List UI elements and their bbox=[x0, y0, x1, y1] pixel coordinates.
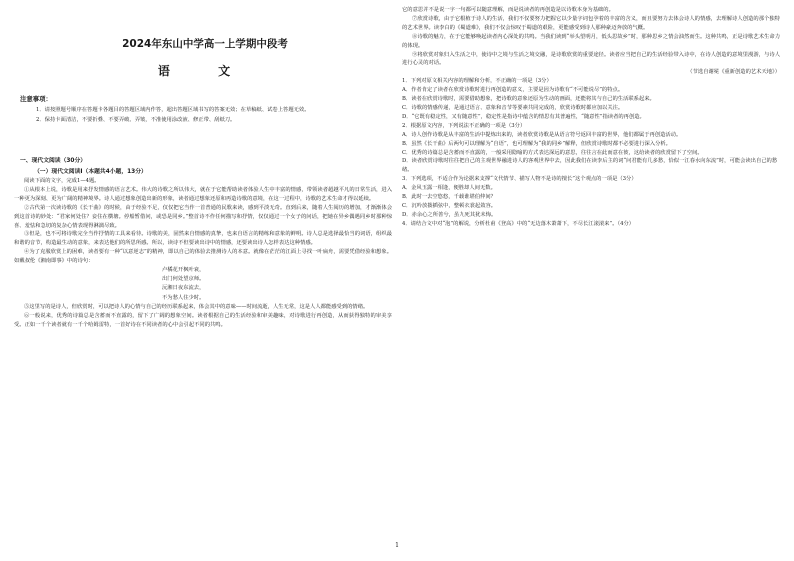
section-title: 一、现代文阅读（30分） bbox=[20, 158, 87, 164]
subject-title: 语 文 bbox=[157, 64, 253, 78]
poem-line: 沅湘日夜东流去， bbox=[162, 285, 205, 292]
passage-paragraph: ⑧诗歌的魅力，在于它能够唤起读者内心深处的共鸣。当我们读到“举头望明月，低头思故乡”时，那种思乡之情会油然而生。这种共鸣，正是诗歌艺术生命力的体现。 bbox=[402, 33, 780, 49]
question-option: B．虽然《长干曲》后两句可以理解为“自语”，也可理解为“我的同乡”解释，但欣赏诗歌时都不必要进行深入分析。 bbox=[402, 140, 671, 147]
exam-title: 2024年东山中学高一上学期中段考 bbox=[122, 38, 288, 50]
passage-paragraph: ④为了克服欣赏上的困难，读者要有一种“以意逆志”的精神，即以自己的体验去推测诗人的本意。就像在茫茫的江面上寻找一叶扁舟，需要凭借经验和想象。如戴叔伦《湘南即事》中的诗句： bbox=[14, 249, 392, 265]
question-option: C．诗歌的情感传递，是通过语言、意象和音节等要素共同完成的，欣赏诗歌时都应加以关注。 bbox=[402, 104, 624, 111]
notice-item: 1．请按照题号顺序在答题卡各题目的答题区域内作答，超出答题区域书写的答案无效；在草稿纸、试卷上答题无效。 bbox=[36, 107, 310, 113]
question-stem: 1．下列对原文相关内容的理解和分析，不正确的一项是（3分） bbox=[402, 78, 552, 85]
reading-passage bbox=[14, 177, 392, 330]
passage-paragraph: ②古代第一次读诗歌的《长干曲》的时候，由于经验不足，仅仅把它当作一首普通的民歌来读，感到平淡无奇。直到后来，随着人生阅历的增加，才渐渐体会到这首诗的妙处：“君家何处住？妾住在横塘。停船暂借问，或恐是同乡。”整首诗不作任何描写和抒情，仅仅通过一个女子的问话，把她在异乡偶遇同乡时那种惊喜、羞怯和急切的复杂心情表现得淋漓尽致。 bbox=[14, 204, 392, 229]
question-option: B．读者在欣赏诗歌时，需要借助想象，把诗歌的意象还原为生动的画面，还能将其与自己的生活联系起来。 bbox=[402, 96, 655, 103]
question-stem: 2．根据原文内容，下列说法不正确的一项是（3分） bbox=[402, 122, 526, 129]
question-stem: 3．下列选项，不适合作为论据来支撑“文代情节、描写人物不是诗的擅长”这个观点的一项是（3分） bbox=[402, 176, 637, 183]
poem-line: 不为愁人住少时。 bbox=[162, 294, 205, 301]
poem-line: 出门何处望京师。 bbox=[162, 276, 205, 283]
passage-paragraph: ⑥一般说来，优秀的诗篇总是含蓄而不直露的，留下了广阔的想象空间。读者根据自己的生活经验和审美趣味，对诗歌进行再创造，从而获得独特的审美享受。正如一千个读者就有一千个哈姆雷特，一首好诗在不同读者的心中会引起不同的共鸣。 bbox=[14, 312, 392, 328]
question-stem: 4．请结合文中对“泡”的解说，分析杜甫《登高》中的“无边落木萧萧下，不尽长江滚滚来”。（4分） bbox=[402, 220, 635, 227]
page-number: 1 bbox=[395, 542, 399, 549]
passage-paragraph: 它的意思并不是说一字一句都可以随意理解，而是说读者的再创造是以诗歌本身为基础的。 bbox=[402, 7, 614, 13]
passage-paragraph: ⑨将欣赏对象归入生活之中，使诗中之境与生活之境交融，是诗歌欣赏的重要途径。读者应当把自己的生活经验带入诗中，在诗人创造的意境里漫游，与诗人进行心灵的对话。 bbox=[402, 51, 780, 67]
question-option: A．金风玉露一相逢，便胜却人间无数。 bbox=[402, 185, 496, 192]
poem-line: 卢橘花开枫叶衰， bbox=[162, 267, 205, 274]
passage-paragraph: ⑦欣赏诗歌，由于它根植于诗人的生活，我们不仅要努力把握它以少量字词包孕着的丰富的含义，而且要努力去体会诗人的情感，去理解诗人创造的那个独特的艺术世界。读李白的《蜀道难》，我们不仅会惊叹于蜀道的艰险，更能感受到诗人那种豪迈奔放的气概。 bbox=[402, 15, 780, 31]
passage-continued bbox=[402, 6, 780, 229]
question-option: B．此时一去空悠悠，千载谁堪伯仲间？ bbox=[402, 194, 496, 201]
instruction: 阅读下面的文字，完成1—4题。 bbox=[24, 178, 100, 184]
question-option: C．优秀的诗篇总是含蓄而不直露的，一般采用隐喻的方式表达深远的意思，往往言在此而意在彼，这给读者的欣赏留下了空间。 bbox=[402, 149, 703, 156]
question-option: A．作者肯定了读者在欣赏诗歌时进行再创造的意义，主要是因为诗歌有“不可能说尽”的特点。 bbox=[402, 87, 624, 94]
question-option: D．读者欣赏诗歌时往往把自己的主观世界融进诗人的客观世界中去，因此我们在读李后主的词“问君能有几多愁，恰似一江春水向东流”时，可能会读出自己的愁绪。 bbox=[402, 158, 778, 174]
right-column bbox=[398, 0, 782, 561]
question-option: D．赤余心之所善兮，虽九死其犹未悔。 bbox=[402, 211, 497, 218]
passage-source: （节选自谢冕《重新创造的艺术天地》） bbox=[687, 69, 780, 76]
left-column bbox=[14, 0, 396, 561]
passage-paragraph: ①从根本上说，诗歌是用来抒发情感的语言艺术。伟大的诗歌之所以伟大，就在于它能帮助读者体验人生中丰富的情感，带领读者超越平凡的日常生活，进入一种更为深刻、更为广阔的精神境界。诗人通过想象创造出新的形象，读者通过想象还原和再造诗歌的意境，在这一过程中，诗歌的艺术生命才得以延续。 bbox=[14, 186, 392, 202]
notice-heading: 注意事项： bbox=[20, 95, 52, 103]
passage-paragraph: ⑤这里写的是诗人，但欣赏时，可以把诗人的心情与自己的经历联系起来，体会其中的意味——时间流逝，人生无常，这是人人都能感受到的情绪。 bbox=[24, 303, 369, 310]
question-option: D．“它既有稳定性，又有随意性”，稳定性是指诗中蕴含的情思有其普遍性，“随意性”指读者的再创造。 bbox=[402, 113, 645, 120]
question-option: A．诗人创作诗歌是从丰富的生活中提炼出来的，读者欣赏诗歌是从语言符号返回丰富的世界，他们都属于再创造活动。 bbox=[402, 131, 682, 138]
question-option: C．沉吟放拨插弦中，整顿衣裳起敛容。 bbox=[402, 202, 497, 209]
notice-list bbox=[36, 105, 392, 125]
passage-paragraph: ③但是，也不可将诗歌完全当作抒情的工具来看待。诗歌的美，固然来自情感的真挚，也来自语言的精练和意象的鲜明。诗人总是选择最恰当的词语，组织最和谐的音节，构造最生动的意象，来表达他们的所思所感。所以，读诗不但要读出诗中的情感，还要读出诗人怎样表达这种情感。 bbox=[14, 231, 392, 247]
subsection-title: （一）现代文阅读Ⅰ（本题共4小题，13分） bbox=[34, 169, 147, 175]
notice-item: 2．保持卡面清洁，不要折叠、不要弄破、弄皱，不准使用涂改液、修正带、刮纸刀。 bbox=[36, 117, 236, 124]
